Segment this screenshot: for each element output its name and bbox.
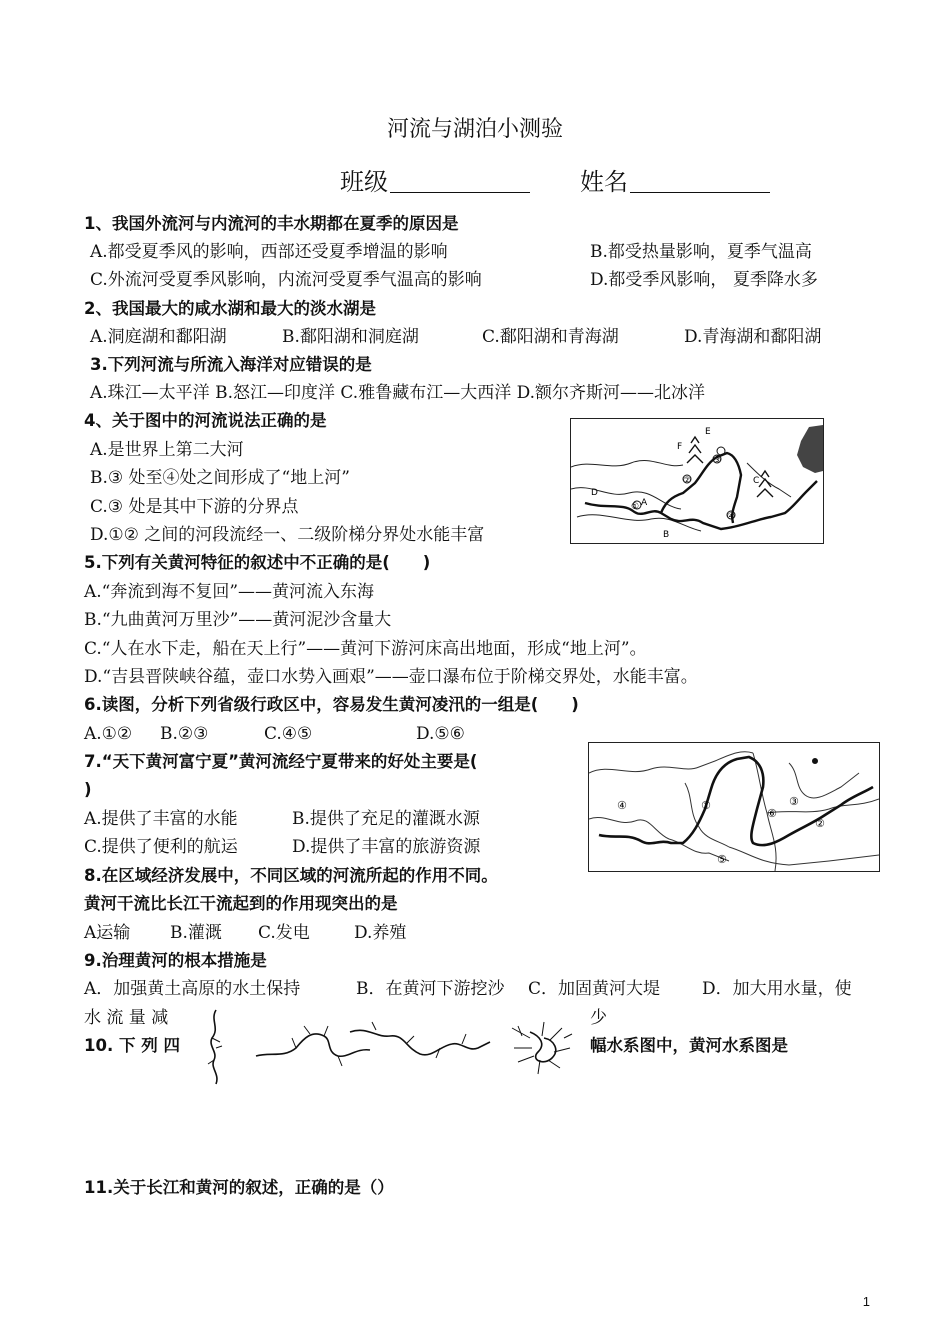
- sea-shading: [797, 425, 823, 473]
- name-field[interactable]: [580, 166, 770, 196]
- q9-option-d-continued: 水 流 量 减: [84, 1008, 169, 1028]
- q1-option-d[interactable]: D.都受季风影响， 夏季降水多: [590, 270, 818, 290]
- province-label-2: ②: [815, 817, 825, 830]
- river-map-svg: [571, 419, 823, 543]
- q4-option-d[interactable]: D.①② 之间的河段流经一、二级阶梯分界处水能丰富: [90, 525, 485, 545]
- boundary-line: [571, 460, 683, 467]
- q7-option-d[interactable]: D.提供了丰富的旅游资源: [292, 837, 481, 857]
- q9-stem: 9.治理黄河的根本措施是: [84, 951, 267, 970]
- q2-stem: 2、我国最大的咸水湖和最大的淡水湖是: [84, 299, 376, 318]
- q8-option-d[interactable]: D.养殖: [354, 923, 407, 943]
- q1-option-a[interactable]: A.都受夏季风的影响，西部还受夏季增温的影响: [90, 242, 448, 262]
- page-title: 河流与湖泊小测验: [386, 117, 563, 142]
- province-boundary: [685, 783, 729, 847]
- main-river: [585, 481, 817, 529]
- q8-stem: 8.在区域经济发展中，不同区域的河流所起的作用不同。: [84, 866, 498, 885]
- q2-option-a[interactable]: A.洞庭湖和鄱阳湖: [90, 327, 227, 347]
- q3-stem: 3.下列河流与所流入海洋对应错误的是: [90, 355, 372, 374]
- q6-stem: 6.读图，分析下列省级行政区中，容易发生黄河凌汛的一组是( ): [84, 695, 579, 714]
- q9-option-c[interactable]: C．加固黄河大堤: [528, 979, 661, 999]
- river-system-c[interactable]: [350, 1022, 490, 1058]
- yellow-river-course: [599, 757, 873, 845]
- class-field[interactable]: [340, 166, 530, 196]
- q9-option-a[interactable]: A．加强黄土高原的水土保持: [84, 979, 301, 999]
- river-system-options: [200, 1008, 580, 1088]
- province-label-3: ③: [789, 795, 799, 808]
- name-blank[interactable]: [630, 166, 770, 193]
- q3-options[interactable]: A.珠江—太平洋 B.怒江—印度洋 C.雅鲁藏布江—大西洋 D.额尔齐斯河——北冰洋: [90, 383, 706, 403]
- q1-option-b[interactable]: B.都受热量影响，夏季气温高: [590, 242, 812, 262]
- q7-option-b[interactable]: B.提供了充足的灌溉水源: [292, 809, 480, 829]
- q2-option-c[interactable]: C.鄱阳湖和青海湖: [482, 327, 619, 347]
- page-number: 1: [862, 1294, 870, 1309]
- q7-stem-end: ): [84, 780, 92, 799]
- class-blank[interactable]: [390, 166, 530, 193]
- q2-option-b[interactable]: B.鄱阳湖和洞庭湖: [282, 327, 419, 347]
- map-label-d: D: [591, 488, 598, 498]
- river-system-b[interactable]: [256, 1026, 370, 1066]
- q6-option-a[interactable]: A.①②: [84, 724, 133, 744]
- q2-option-d[interactable]: D.青海湖和鄱阳湖: [684, 327, 822, 347]
- map-label-1: ①: [631, 502, 640, 512]
- q4-option-b[interactable]: B.③ 处至④处之间形成了“地上河”: [90, 468, 350, 488]
- q9-option-d-end: 少: [590, 1008, 607, 1028]
- map-label-c: C: [753, 476, 760, 486]
- province-map-svg: [589, 743, 879, 871]
- q8-option-b[interactable]: B.灌溉: [170, 923, 222, 943]
- province-boundary: [767, 799, 879, 813]
- yellow-river-map-2: [588, 742, 880, 872]
- q11-stem: 11.关于长江和黄河的叙述，正确的是（）: [84, 1178, 394, 1197]
- province-label-5: ⑤: [717, 853, 727, 866]
- map-label-e: E: [705, 427, 711, 437]
- q4-option-a[interactable]: A.是世界上第二大河: [90, 440, 244, 460]
- map-point: [717, 447, 725, 455]
- map-label-4: ④: [727, 512, 736, 522]
- q10-stem-end: 幅水系图中，黄河水系图是: [590, 1036, 788, 1055]
- province-boundary: [589, 817, 729, 861]
- q6-option-b[interactable]: B.②③: [160, 724, 209, 744]
- mountain-symbol: [687, 437, 703, 463]
- q10-stem: 10. 下 列 四: [84, 1036, 180, 1055]
- q4-option-c[interactable]: C.③ 处是其中下游的分界点: [90, 497, 299, 517]
- province-label-4: ④: [617, 799, 627, 812]
- map-label-f: F: [677, 442, 683, 452]
- q6-option-d[interactable]: D.⑤⑥: [416, 724, 465, 744]
- map-label-b: B: [663, 530, 670, 540]
- q7-stem: 7.“天下黄河富宁夏”黄河流经宁夏带来的好处主要是(: [84, 752, 478, 771]
- q7-option-a[interactable]: A.提供了丰富的水能: [84, 809, 238, 829]
- q9-option-d[interactable]: D．加大用水量，使: [702, 979, 852, 999]
- province-boundary: [729, 847, 879, 865]
- q8-stem-line2: 黄河干流比长江干流起到的作用现突出的是: [84, 894, 398, 913]
- q1-option-c[interactable]: C.外流河受夏季风影响，内流河受夏季气温高的影响: [90, 270, 482, 290]
- q4-stem: 4、关于图中的河流说法正确的是: [84, 411, 327, 430]
- class-label: 班级: [340, 168, 388, 196]
- q8-option-a[interactable]: A运输: [84, 923, 131, 943]
- province-boundary: [789, 763, 859, 798]
- q6-option-c[interactable]: C.④⑤: [264, 724, 313, 744]
- province-label-1: ①: [701, 799, 711, 812]
- q5-option-b[interactable]: B.“九曲黄河万里沙”——黄河泥沙含量大: [84, 610, 392, 630]
- name-label: 姓名: [580, 168, 628, 196]
- q5-option-d[interactable]: D.“吉县晋陕峡谷蕴，壶口水势入画艰”——壶口瀑布位于阶梯交界处，水能丰富。: [84, 667, 698, 687]
- province-label-6: ⑥: [767, 807, 777, 820]
- river-system-d[interactable]: [512, 1022, 572, 1074]
- river-system-a[interactable]: [208, 1010, 222, 1084]
- boundary-line: [577, 515, 701, 531]
- q1-stem: 1、我国外流河与内流河的丰水期都在夏季的原因是: [84, 214, 459, 233]
- capital-marker: [812, 758, 818, 764]
- q9-option-b[interactable]: B．在黄河下游挖沙: [356, 979, 505, 999]
- map-label-2: ②: [683, 476, 692, 486]
- yellow-river-map-1: [570, 418, 824, 544]
- q5-stem: 5.下列有关黄河特征的叙述中不正确的是( ): [84, 553, 431, 572]
- q5-option-a[interactable]: A.“奔流到海不复回”——黄河流入东海: [84, 582, 375, 602]
- map-label-a: A: [641, 498, 648, 508]
- q8-option-c[interactable]: C.发电: [258, 923, 310, 943]
- q5-option-c[interactable]: C.“人在水下走，船在天上行”——黄河下游河床高出地面，形成“地上河”。: [84, 639, 647, 659]
- q7-option-c[interactable]: C.提供了便利的航运: [84, 837, 238, 857]
- map-label-3: ③: [713, 456, 722, 466]
